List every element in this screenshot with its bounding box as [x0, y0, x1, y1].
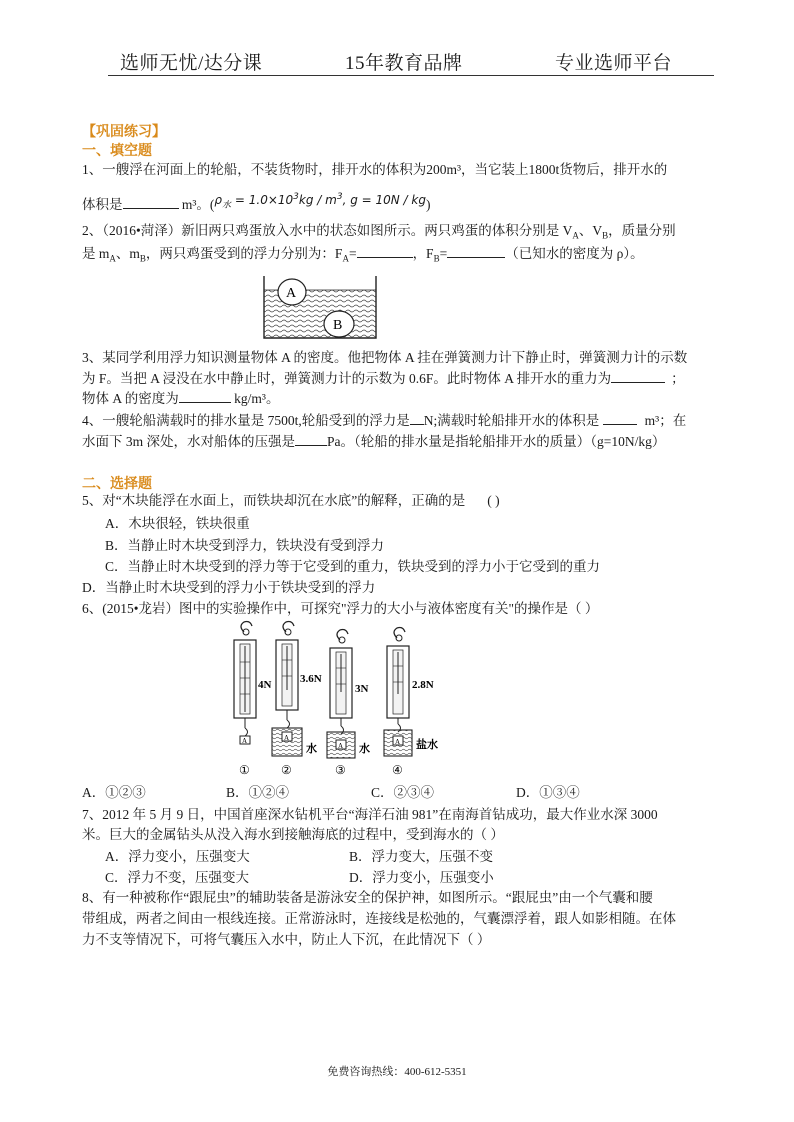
q3-line2: 为 F。当把 A 浸没在水中静止时，弹簧测力计的示数为 0.6F。此时物体 A 排开水的重力为 ； — [82, 371, 685, 386]
q6-option-b[interactable]: B．①②④ — [226, 785, 290, 800]
index-3: ③ — [335, 763, 346, 777]
spring-scale-2 — [272, 622, 322, 778]
q5-stem: 5、对“木块能浮在水面上，而铁块却沉在水底”的解释，正确的是 ( ) — [82, 493, 500, 508]
egg-b-label: B — [333, 318, 343, 333]
q7-line1: 7、2012 年 5 月 9 日，中国首座深水钻机平台“海洋石油 981”在南海首钻成功，最大作业水深 3000 — [82, 807, 658, 822]
header-left: 选师无忧/达分课 — [120, 53, 263, 74]
block-3-label: A — [338, 742, 344, 750]
index-2: ② — [281, 763, 292, 777]
q6-stem: 6、(2015•龙岩）图中的实验操作中，可探究"浮力的大小与液体密度有关"的操作是（ ） — [82, 601, 599, 616]
spring-scale-4 — [384, 628, 438, 778]
header-center: 15年教育品牌 — [345, 53, 463, 74]
header-right: 专业选师平台 — [555, 53, 673, 74]
q1-line1: 1、一艘浮在河面上的轮船，不装货物时，排开水的体积为200m³，当它装上1800t货物后，排开水的 — [82, 162, 668, 177]
q2-blank-fb[interactable] — [447, 244, 505, 258]
practice-title: 【巩固练习】 — [82, 124, 166, 140]
q2-line2: 是 $m_A$、$m_B$，两只鸡蛋受到的浮力分别为：$F_A=$ ，$F_B=$ （已知水的密度为 ρ）。 — [82, 246, 644, 264]
q3-line1: 3、某同学利用浮力知识测量物体 A 的密度。他把物体 A 挂在弹簧测力计下静止时，弹簧测力计的示数 — [82, 350, 688, 365]
spring-scale-3 — [327, 630, 370, 778]
q2-eggs-figure — [258, 268, 384, 344]
q4-blank2[interactable] — [603, 411, 637, 425]
q5-option-c[interactable]: C．当静止时木块受到的浮力等于它受到的重力，铁块受到的浮力小于它受到的重力 — [105, 559, 601, 574]
q8-line1: 8、有一种被称作“跟屁虫”的辅助装备是游泳安全的保护神，如图所示。“跟屁虫”由一个气囊和腰 — [82, 890, 653, 905]
block-2-label: A — [284, 734, 290, 742]
q1-text: 体积是 — [82, 197, 123, 212]
index-1: ① — [239, 763, 250, 777]
q5-option-d[interactable]: D．当静止时木块受到的浮力小于铁块受到的浮力 — [82, 580, 376, 595]
q1-formula: $\rho_水 = 1.0\times 10^3kg / m^3$, g = 10N / kg — [214, 192, 426, 211]
q7-option-a[interactable]: A．浮力变小，压强变大 — [105, 849, 250, 864]
q3-blank2[interactable] — [179, 389, 231, 403]
q1-blank[interactable] — [123, 195, 179, 209]
q7-option-b[interactable]: B．浮力变大，压强不变 — [349, 849, 494, 864]
q6-option-a[interactable]: A．①②③ — [82, 785, 146, 800]
q4-blank1[interactable] — [410, 411, 424, 425]
reading-4: 2.8N — [412, 679, 434, 691]
q2-blank-fa[interactable] — [357, 244, 413, 258]
section-fill-blank: 一、填空题 — [82, 143, 152, 159]
q4-line2: 水面下 3m 深处，水对船体的压强是 Pa。（轮船的排水量是指轮船排开水的质量）（g=10N/kg） — [82, 434, 666, 449]
q1-unit: m³。( — [181, 197, 215, 212]
header-rule — [108, 75, 714, 76]
q6-spring-scale-figure — [222, 620, 472, 778]
liquid-2: 水 — [306, 743, 317, 755]
q7-line2: 米。巨大的金属钻头从没入海水到接触海底的过程中，受到海水的（ ） — [82, 827, 504, 842]
egg-a-label: A — [286, 286, 297, 301]
liquid-4: 盐水 — [416, 739, 438, 751]
section-multiple-choice: 二、选择题 — [82, 476, 152, 492]
q4-blank3[interactable] — [295, 432, 327, 446]
spring-scale-1 — [234, 622, 272, 778]
q1-line2 — [82, 193, 430, 219]
reading-3: 3N — [355, 683, 369, 695]
q6-option-c[interactable]: C．②③④ — [371, 785, 435, 800]
q3-blank1[interactable] — [611, 369, 665, 383]
reading-2: 3.6N — [300, 673, 322, 685]
q4-line1: 4、一艘轮船满载时的排水量是 7500t,轮船受到的浮力是 N;满载时轮船排开水的体积是 m³；在 — [82, 413, 687, 428]
reading-1: 4N — [258, 679, 272, 691]
q8-line2: 带组成，两者之间由一根线连接。正常游泳时，连接线是松弛的，气囊漂浮着，跟人如影相随。在体 — [82, 911, 676, 926]
q8-line3: 力不支等情况下，可将气囊压入水中，防止人下沉，在此情况下（ ） — [82, 932, 491, 947]
q1-close: ) — [425, 197, 431, 212]
liquid-3: 水 — [359, 743, 370, 755]
q6-option-d[interactable]: D．①③④ — [516, 785, 580, 800]
footer-hotline: 免费咨询热线：400-612-5351 — [327, 1066, 467, 1078]
q7-option-d[interactable]: D．浮力变小，压强变小 — [349, 870, 494, 885]
q5-option-a[interactable]: A．木块很轻，铁块很重 — [105, 516, 250, 531]
q5-option-b[interactable]: B．当静止时木块受到浮力，铁块没有受到浮力 — [105, 538, 385, 553]
q2-line1: 2、（2016•菏泽）新旧两只鸡蛋放入水中的状态如图所示。两只鸡蛋的体积分别是 $V_A$、$V_B$，质量分别 — [82, 223, 676, 241]
block-4-label: A — [395, 738, 401, 746]
index-4: ④ — [392, 763, 403, 777]
q7-option-c[interactable]: C．浮力不变，压强变大 — [105, 870, 250, 885]
block-1-label: A — [242, 737, 248, 745]
q3-line3: 物体 A 的密度为 kg/m³。 — [82, 391, 280, 406]
